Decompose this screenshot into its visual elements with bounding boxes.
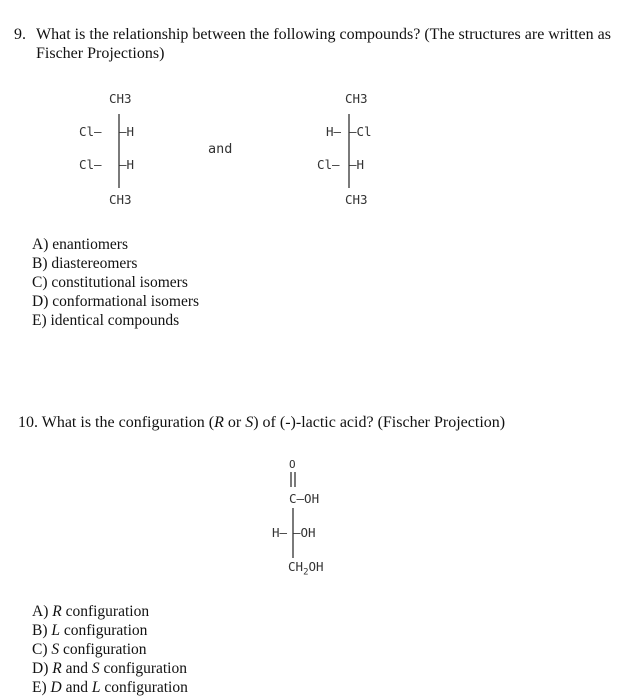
fischer-right-row2-right: –H xyxy=(349,157,365,172)
lactic-left-h: H– xyxy=(272,525,288,540)
q10-e-suffix: configuration xyxy=(100,679,188,696)
q10-d-middle: and xyxy=(61,660,92,677)
q10-option-a[interactable] xyxy=(32,603,149,621)
lactic-right-oh: –OH xyxy=(293,525,316,540)
q10-b-italic: L xyxy=(51,622,60,639)
q10-d-prefix: D) xyxy=(32,660,53,677)
fischer-right-top-group: CH3 xyxy=(345,91,368,106)
fischer-right-bottom-group: CH3 xyxy=(345,192,368,207)
q10-option-c[interactable] xyxy=(32,641,147,659)
q9-option-b[interactable]: B) diastereomers xyxy=(32,255,138,272)
fischer-left-row1-left: Cl– xyxy=(79,124,102,139)
oh-text: OH xyxy=(308,559,324,574)
q10-e-italic: D xyxy=(50,679,62,696)
q10-option-b[interactable] xyxy=(32,622,147,640)
question-10-number: 10. xyxy=(18,414,38,431)
question-10-text-b: ) of (-)-lactic acid? (Fischer Projection) xyxy=(253,414,506,431)
fischer-left-row1-right: –H xyxy=(119,124,135,139)
q9-option-a[interactable]: A) enantiomers xyxy=(32,236,128,253)
fischer-left-bottom-group: CH3 xyxy=(109,192,132,207)
q10-b-suffix: configuration xyxy=(60,622,148,639)
q10-c-prefix: C) xyxy=(32,641,52,658)
ch2-subscript: 2 xyxy=(303,567,309,578)
q10-b-prefix: B) xyxy=(32,622,52,639)
q10-e-italic2: L xyxy=(91,679,101,696)
q10-d-italic: R xyxy=(52,660,62,677)
question-10-r: R xyxy=(214,414,224,431)
fischer-right-row1-right: –Cl xyxy=(349,124,372,139)
question-10-or: or xyxy=(223,414,246,431)
and-connector: and xyxy=(208,141,233,157)
q9-option-e[interactable]: E) identical compounds xyxy=(32,312,180,329)
q10-option-d[interactable] xyxy=(32,660,187,678)
fischer-right-row1-left: H– xyxy=(326,124,342,139)
q10-e-middle: and xyxy=(61,679,92,696)
question-9-text: What is the relationship between the following compounds? (The structures are written as xyxy=(36,26,611,43)
question-10-text-a: What is the configuration ( xyxy=(41,414,215,431)
q10-d-italic2: S xyxy=(91,660,100,677)
lactic-bottom-group xyxy=(288,559,324,578)
carbonyl-oxygen: O xyxy=(289,458,296,471)
q10-a-italic: R xyxy=(52,603,62,620)
q9-option-d[interactable]: D) conformational isomers xyxy=(32,293,200,310)
fischer-left-row2-left: Cl– xyxy=(79,157,102,172)
question-9-number: 9. xyxy=(14,26,26,43)
q10-c-italic: S xyxy=(51,641,60,658)
carboxyl-group: C–OH xyxy=(289,491,320,506)
fischer-left-row2-right: –H xyxy=(119,157,135,172)
ch-text: CH xyxy=(288,559,304,574)
q10-option-e[interactable] xyxy=(32,679,188,697)
q9-option-c[interactable]: C) constitutional isomers xyxy=(32,274,188,291)
fischer-right-row2-left: Cl– xyxy=(317,157,340,172)
q10-d-suffix: configuration xyxy=(99,660,187,677)
fischer-left-top-group: CH3 xyxy=(109,91,132,106)
q10-c-suffix: configuration xyxy=(59,641,147,658)
q10-e-prefix: E) xyxy=(32,679,51,696)
question-10-s: S xyxy=(245,414,254,431)
question-9-text-continued: Fischer Projections) xyxy=(36,45,165,62)
q10-a-prefix: A) xyxy=(32,603,53,620)
q10-a-suffix: configuration xyxy=(61,603,150,620)
